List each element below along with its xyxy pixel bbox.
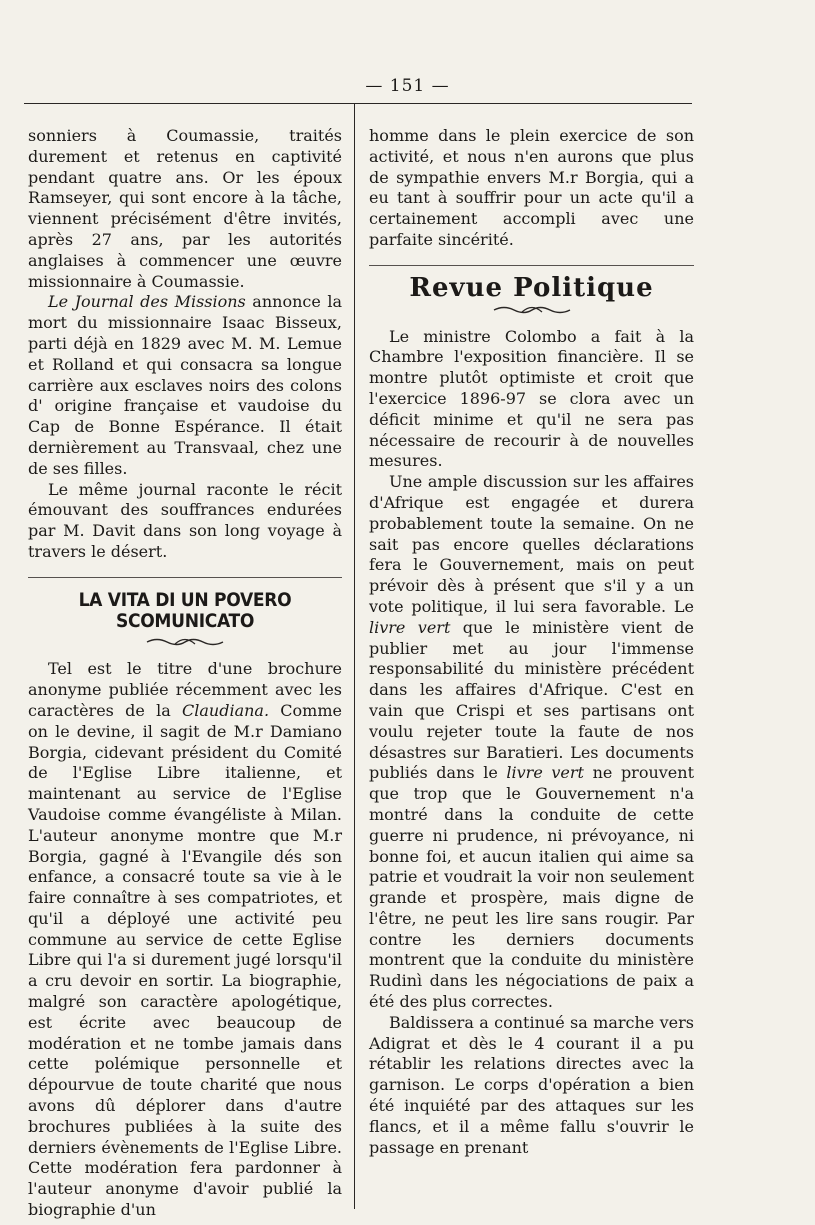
livre-vert: livre vert bbox=[506, 763, 584, 783]
column-divider bbox=[354, 103, 355, 1209]
publisher-name: Claudiana. bbox=[182, 700, 270, 720]
paragraph-text: Tel est le titre d'une brochure anonyme publiée récemment avec les caractères de la bbox=[28, 659, 342, 720]
ornament-flourish bbox=[145, 635, 225, 647]
paragraph-brochure bbox=[28, 659, 342, 1221]
ornament-flourish bbox=[492, 303, 572, 315]
paragraph-baldissera: Baldissera a continué sa marche vers Adigrat et dès le 4 courant il a pu rétablir les relations directes avec la garnison. Le corps d'opération a bien été inquiété par des attaques sur les flancs, et il a même fallu s'ouvrir le passage en prenant bbox=[369, 1012, 694, 1157]
paragraph-text: annonce la mort du missionnaire Isaac Bisseux, parti déjà en 1829 avec M. M. Lemue et Rolland et qui consacra sa longue carrière aux esclaves noirs des colons d' origine française et vaudoise du Cap de Bonne Espérance. Il était dernièrement au Transvaal, chez une de ses filles. bbox=[28, 292, 343, 478]
left-column bbox=[28, 126, 342, 1221]
livre-vert: livre vert bbox=[369, 617, 451, 637]
paragraph-journal-missions bbox=[28, 292, 342, 479]
section-title-revue: Revue Politique bbox=[409, 272, 654, 303]
journal-title: Le Journal des Missions bbox=[48, 292, 246, 312]
section-separator bbox=[28, 577, 342, 578]
paragraph-continued: homme dans le plein exercice de son activité, et nous n'en aurons que plus de sympathie envers M.r Borgia, qui a eu tant à souffrir pour un acte qu'il a certainement accompli avec une parfaite sincérité. bbox=[369, 126, 694, 249]
section-title-vita: LA VITA DI UN POVERO SCOMUNICATO bbox=[78, 588, 292, 632]
paragraph-text: Une ample discussion sur les affaires d'Afrique est engagée et durera probablement toute la semaine. On ne sait pas encore quelles déclarations fera le Gouvernement, mais on peut prévoir dès à présent que s'il y a un vote politique, il lui sera favorable. Le bbox=[369, 472, 694, 616]
paragraph-text: Comme on le devine, il sagit de M.r Damiano Borgia, cidevant président du Comité de l'Eglise Libre italienne, et maintenant au service de l'Eglise Vaudoise comme évangéliste à Milan. L'auteur anonyme montre que M.r Borgia, gagné à l'Evangile dés son enfance, a consacré toute sa vie à le faire connaître à ses compatriotes, et qu'il a déployé une activité peu commune au service de cette Eglise Libre qui l'a si durement jugé lorsqu'il a cru devoir en sortir. La biographie, malgré son caractère apologétique, est écrite avec beaucoup de modération et ne tombe jamais dans cette polémique personnelle et dépourvue de toute charité que nous avons dû déplorer dans d'autre brochures publiées à la suite des derniers évènements de l'Eglise Libre. Cette modération fera pardonner à l'auteur anonyme d'avoir publié la biographie d'un bbox=[28, 700, 342, 1220]
section-separator bbox=[369, 265, 694, 266]
paragraph-text: que le ministère vient de publier met au jour l'immense responsabilité du ministère précédent dans les affaires d'Afrique. C'est en vain que Crispi et ses partisans ont voulu rejeter toute la faute de nos désastres sur Baratieri. Les documents publiés dans le bbox=[369, 617, 695, 783]
paragraph-text: ne prouvent que trop que le Gouvernement n'a montré dans la conduite de cette guerre ni prudence, ni prévoyance, ni bonne foi, et aucun italien qui aime sa patrie et voudrait la voir non seulement grande et prospère, mais digne de l'être, ne peut les lire sans rougir. Par contre les derniers documents montrent que la conduite du ministère Rudinì dans les négociations de paix a été des plus correctes. bbox=[369, 763, 695, 1012]
page-number: — 151 — bbox=[365, 76, 450, 96]
right-column bbox=[369, 126, 694, 1158]
paragraph-colombo: Le ministre Colombo a fait à la Chambre l'exposition financière. Il se montre plutôt optimiste et croit que l'exercice 1896-97 se clora avec un déficit minime et qu'il ne sera pas nécessaire de recourir à de nouvelles mesures. bbox=[369, 326, 694, 471]
paragraph-davit: Le même journal raconte le récit émouvant des souffrances endurées par M. Davit dans son long voyage à travers le désert. bbox=[28, 479, 342, 561]
paragraph-continued: sonniers à Coumassie, traités durement et retenus en captivité pendant quatre ans. Or les époux Ramseyer, qui sont encore à la tâche, viennent précisément d'être invités, après 27 ans, par les autorités anglaises à commencer une œuvre missionnaire à Coumassie. bbox=[28, 126, 342, 291]
header-rule bbox=[24, 103, 692, 104]
paragraph-afrique bbox=[369, 472, 694, 1013]
